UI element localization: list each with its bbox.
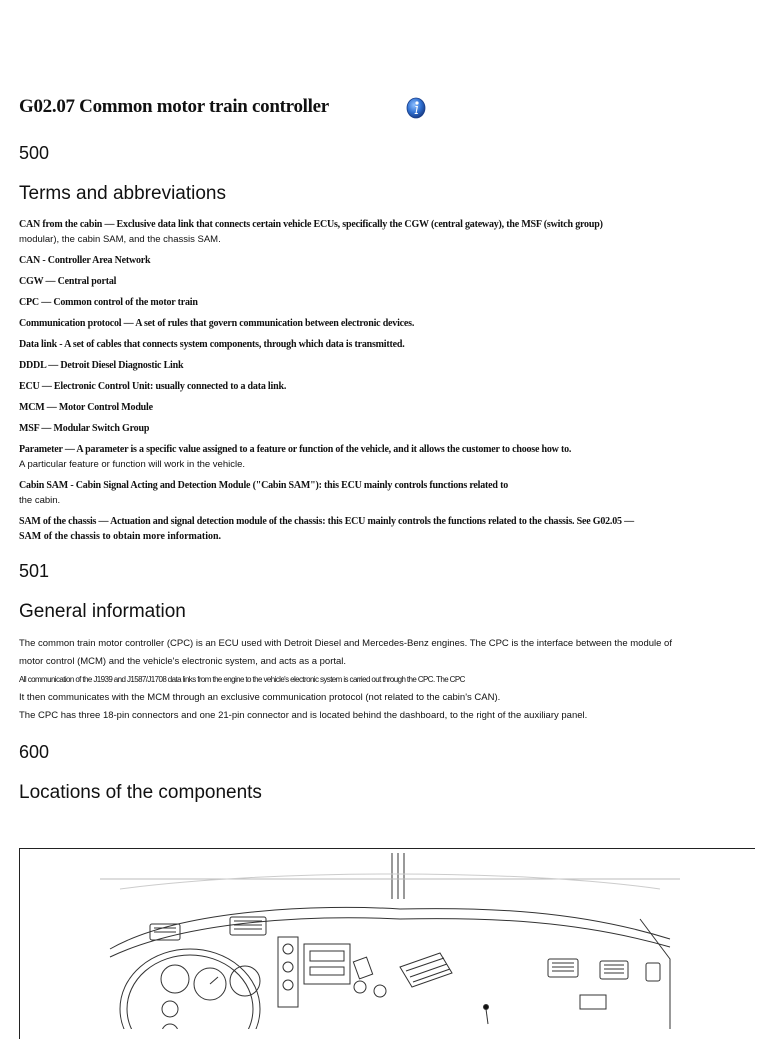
term-parameter: Parameter — A parameter is a specific value assigned to a feature or function of the vehicle, and it allows the customer to choose how to. A particular feature or function will work in the vehicle. xyxy=(19,444,572,470)
section-heading-general: General information xyxy=(19,601,186,622)
term-mcm: MCM — Motor Control Module xyxy=(19,402,153,413)
term-msf: MSF — Modular Switch Group xyxy=(19,423,150,434)
section-heading-terms: Terms and abbreviations xyxy=(19,183,226,204)
paragraph-line: All communication of the J1939 and J1587/J1708 data links from the engine to the vehicle's electronic system is carried out through the CPC. The CPC xyxy=(19,675,465,684)
paragraph-line: motor control (MCM) and the vehicle's electronic system, and acts as a portal. xyxy=(19,656,347,667)
term-cpc: CPC — Common control of the motor train xyxy=(19,297,198,308)
general-information-text xyxy=(19,635,754,725)
term-cabin-sam: Cabin SAM - Cabin Signal Acting and Detection Module ("Cabin SAM"): this ECU mainly controls functions related to the cabin. xyxy=(19,480,509,506)
term-chassis-sam: SAM of the chassis — Actuation and signal detection module of the chassis: this ECU mainly controls the functions related to the chassis. See G02.05 — SAM of the chassis to obtain more information. xyxy=(19,516,634,542)
section-number-500: 500 xyxy=(19,143,50,163)
paragraph-line: The common train motor controller (CPC) is an ECU used with Detroit Diesel and Mercedes-Benz engines. The CPC is the interface between the module of xyxy=(19,638,672,649)
term-communication-protocol: Communication protocol — A set of rules that govern communication between electronic devices. xyxy=(19,318,415,329)
info-icon[interactable] xyxy=(406,97,426,119)
dashboard-line-drawing xyxy=(20,849,755,1029)
paragraph-line: It then communicates with the MCM through an exclusive communication protocol (not related to the cabin's CAN). xyxy=(19,692,501,703)
dashboard-illustration xyxy=(19,848,755,1039)
paragraph-line: The CPC has three 18-pin connectors and one 21-pin connector and is located behind the dashboard, to the right of the auxiliary panel. xyxy=(19,710,588,721)
term-dddl: DDDL — Detroit Diesel Diagnostic Link xyxy=(19,360,184,371)
section-heading-locations: Locations of the components xyxy=(19,782,262,803)
section-number-600: 600 xyxy=(19,742,50,762)
term-cgw: CGW — Central portal xyxy=(19,276,117,287)
title-row xyxy=(19,94,754,126)
term-ecu: ECU — Electronic Control Unit: usually connected to a data link. xyxy=(19,381,287,392)
document-title: G02.07 Common motor train controller xyxy=(19,96,329,117)
term-data-link: Data link - A set of cables that connects system components, through which data is transmitted. xyxy=(19,339,405,350)
terms-list xyxy=(19,217,754,544)
document-page xyxy=(19,94,754,807)
term-can: CAN - Controller Area Network xyxy=(19,255,151,266)
section-number-501: 501 xyxy=(19,561,50,581)
term-can-cabin: CAN from the cabin — Exclusive data link that connects certain vehicle ECUs, specifically the CGW (central gateway), the MSF (switch group) modular), the cabin SAM, and the chassis SAM. xyxy=(19,219,603,245)
